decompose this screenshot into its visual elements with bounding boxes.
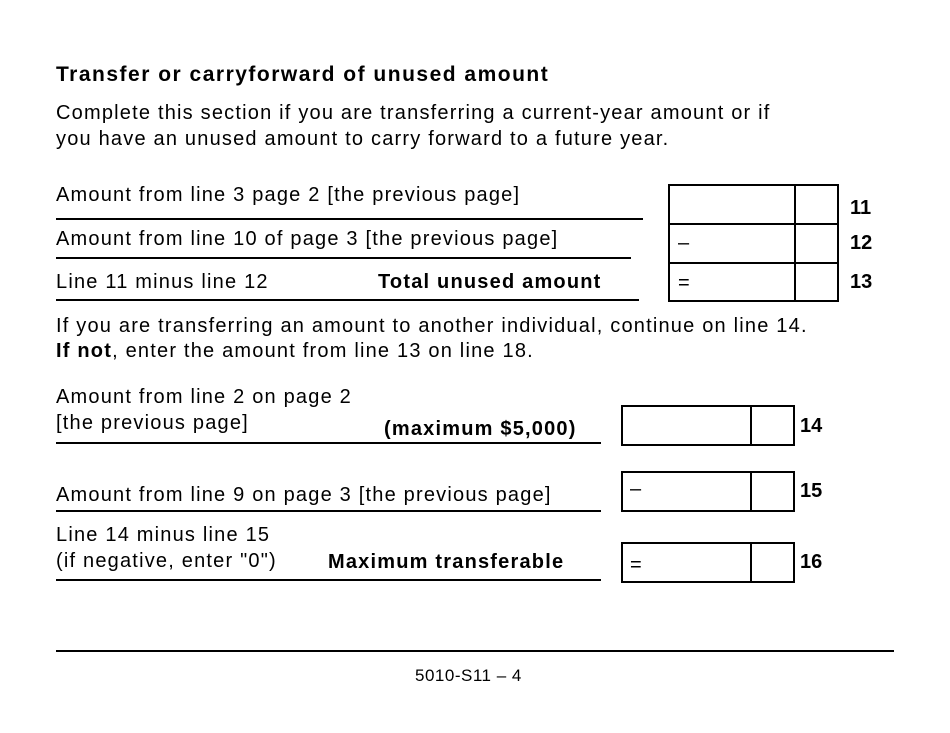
instruction-bold: If not	[56, 340, 113, 362]
line-number-13: 13	[850, 271, 873, 293]
line-number-11: 11	[850, 197, 872, 219]
line-16-label-2: (if negative, enter "0")	[56, 550, 277, 572]
line-12-cents-field[interactable]	[796, 225, 837, 262]
intro-line-1: Complete this section if you are transferring a current-year amount or if	[56, 102, 771, 124]
intro-line-2: you have an unused amount to carry forward to a future year.	[56, 128, 670, 150]
equals-sign: =	[630, 554, 642, 576]
divider	[56, 218, 643, 220]
line-15-label: Amount from line 9 on page 3 [the previous page]	[56, 484, 552, 506]
divider	[56, 299, 639, 301]
line-14-bold-label: (maximum $5,000)	[384, 418, 577, 440]
line-16-cents-field[interactable]	[752, 544, 793, 581]
equals-sign: =	[678, 272, 690, 294]
instruction-line-2	[56, 339, 534, 363]
line-number-16: 16	[800, 551, 823, 573]
page-label: 5010-S11 – 4	[415, 666, 522, 685]
line-11-cents-field[interactable]	[796, 186, 837, 223]
line-11-dollars-field[interactable]	[670, 186, 794, 223]
line-16-bold-label: Maximum transferable	[328, 551, 565, 573]
instruction-rest: , enter the amount from line 13 on line 18.	[112, 340, 534, 362]
line-15-cents-field[interactable]	[752, 473, 793, 510]
line-15-dollars-field[interactable]	[623, 473, 750, 510]
line-13-label: Line 11 minus line 12	[56, 271, 269, 293]
line-number-15: 15	[800, 480, 823, 502]
section-title: Transfer or carryforward of unused amount	[56, 63, 550, 86]
footer-rule	[56, 650, 894, 652]
line-13-cents-field[interactable]	[796, 264, 837, 301]
line-12-label: Amount from line 10 of page 3 [the previous page]	[56, 228, 559, 250]
line-16-label-1: Line 14 minus line 15	[56, 524, 271, 546]
divider	[56, 257, 631, 259]
divider	[56, 579, 601, 581]
line-11-label: Amount from line 3 page 2 [the previous page]	[56, 184, 521, 206]
line-14-dollars-field[interactable]	[623, 407, 750, 444]
minus-sign: –	[630, 478, 642, 500]
minus-sign: –	[678, 232, 690, 254]
divider	[56, 510, 601, 512]
line-13-bold-label: Total unused amount	[378, 271, 602, 293]
line-16-dollars-field[interactable]	[623, 544, 750, 581]
instruction-line-1: If you are transferring an amount to another individual, continue on line 14.	[56, 315, 808, 337]
line-14-label-2: [the previous page]	[56, 412, 249, 434]
line-14-label-1: Amount from line 2 on page 2	[56, 386, 352, 408]
line-14-cents-field[interactable]	[752, 407, 793, 444]
line-number-12: 12	[850, 232, 873, 254]
line-number-14: 14	[800, 415, 823, 437]
divider	[56, 442, 601, 444]
